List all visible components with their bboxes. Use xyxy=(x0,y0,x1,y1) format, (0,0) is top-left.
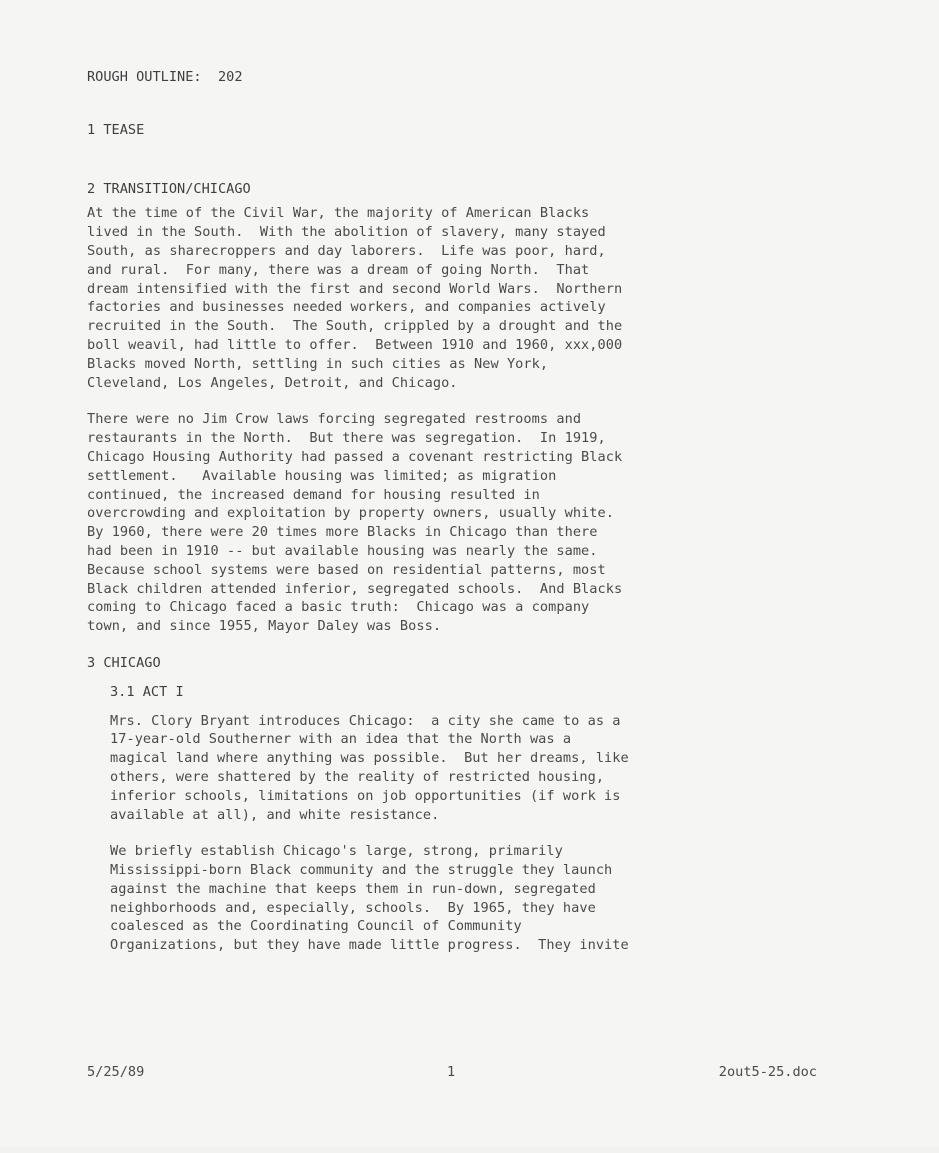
section-2-paragraph-1: At the time of the Civil War, the majority of American Blacks lived in the South. With the abolition of slavery, many stayed South, as sharecroppers and day laborers. Life was poor, hard, and rural. For many, there was a dream of going North. That dream intensified with the first and second World Wars. Northern factories and businesses needed workers, and companies actively recruited in the South. The South, crippled by a drought and the boll weavil, had little to offer. Between 1910 and 1960, xxx,000 Blacks moved North, settling in such cities as New York, Cleveland, Los Angeles, Detroit, and Chicago. xyxy=(87,205,623,391)
section-3-1-heading: 3.1 ACT I xyxy=(110,683,184,700)
footer-date: 5/25/89 xyxy=(87,1064,145,1080)
section-3-1-paragraph-1: Mrs. Clory Bryant introduces Chicago: a city she came to as a 17-year-old Southerner with an idea that the North was a magical land where anything was possible. But her dreams, like others, were shattered by the reality of restricted housing, inferior schools, limitations on job opportunities (if work is available at all), and white resistance. xyxy=(110,712,629,823)
section-2-paragraph-2: There were no Jim Crow laws forcing segregated restrooms and restaurants in the North. But there was segregation. In 1919, Chicago Housing Authority had passed a covenant restricting Black settlement. Available housing was limited; as migration continued, the increased demand for housing resulted in overcrowding and exploitation by property owners, usually white. By 1960, there were 20 times more Blacks in Chicago than there had been in 1910 -- but available housing was nearly the same. Because school systems were based on residential patterns, most Black children attended inferior, segregated schools. And Blacks coming to Chicago faced a basic truth: Chicago was a company town, and since 1955, Mayor Daley was Boss. xyxy=(87,411,623,635)
document-body xyxy=(87,68,847,955)
section-3-heading: 3 CHICAGO xyxy=(87,654,161,671)
footer-page-number: 1 xyxy=(447,1064,456,1080)
outline-title: ROUGH OUTLINE: 202 xyxy=(87,69,243,85)
section-2-heading: 2 TRANSITION/CHICAGO xyxy=(87,180,251,197)
page-footer xyxy=(87,1063,817,1153)
section-3-1 xyxy=(87,683,847,955)
footer-filename: 2out5-25.doc xyxy=(718,1064,817,1080)
section-1-heading: 1 TEASE xyxy=(87,121,145,138)
section-3-1-paragraph-2: We briefly establish Chicago's large, strong, primarily Mississippi-born Black community and the struggle they launch against the machine that keeps them in run-down, segregated neighborhoods and, especially, schools. By 1965, they have coalesced as the Coordinating Council of Community Organizations, but they have made little progress. They invite xyxy=(110,843,629,954)
